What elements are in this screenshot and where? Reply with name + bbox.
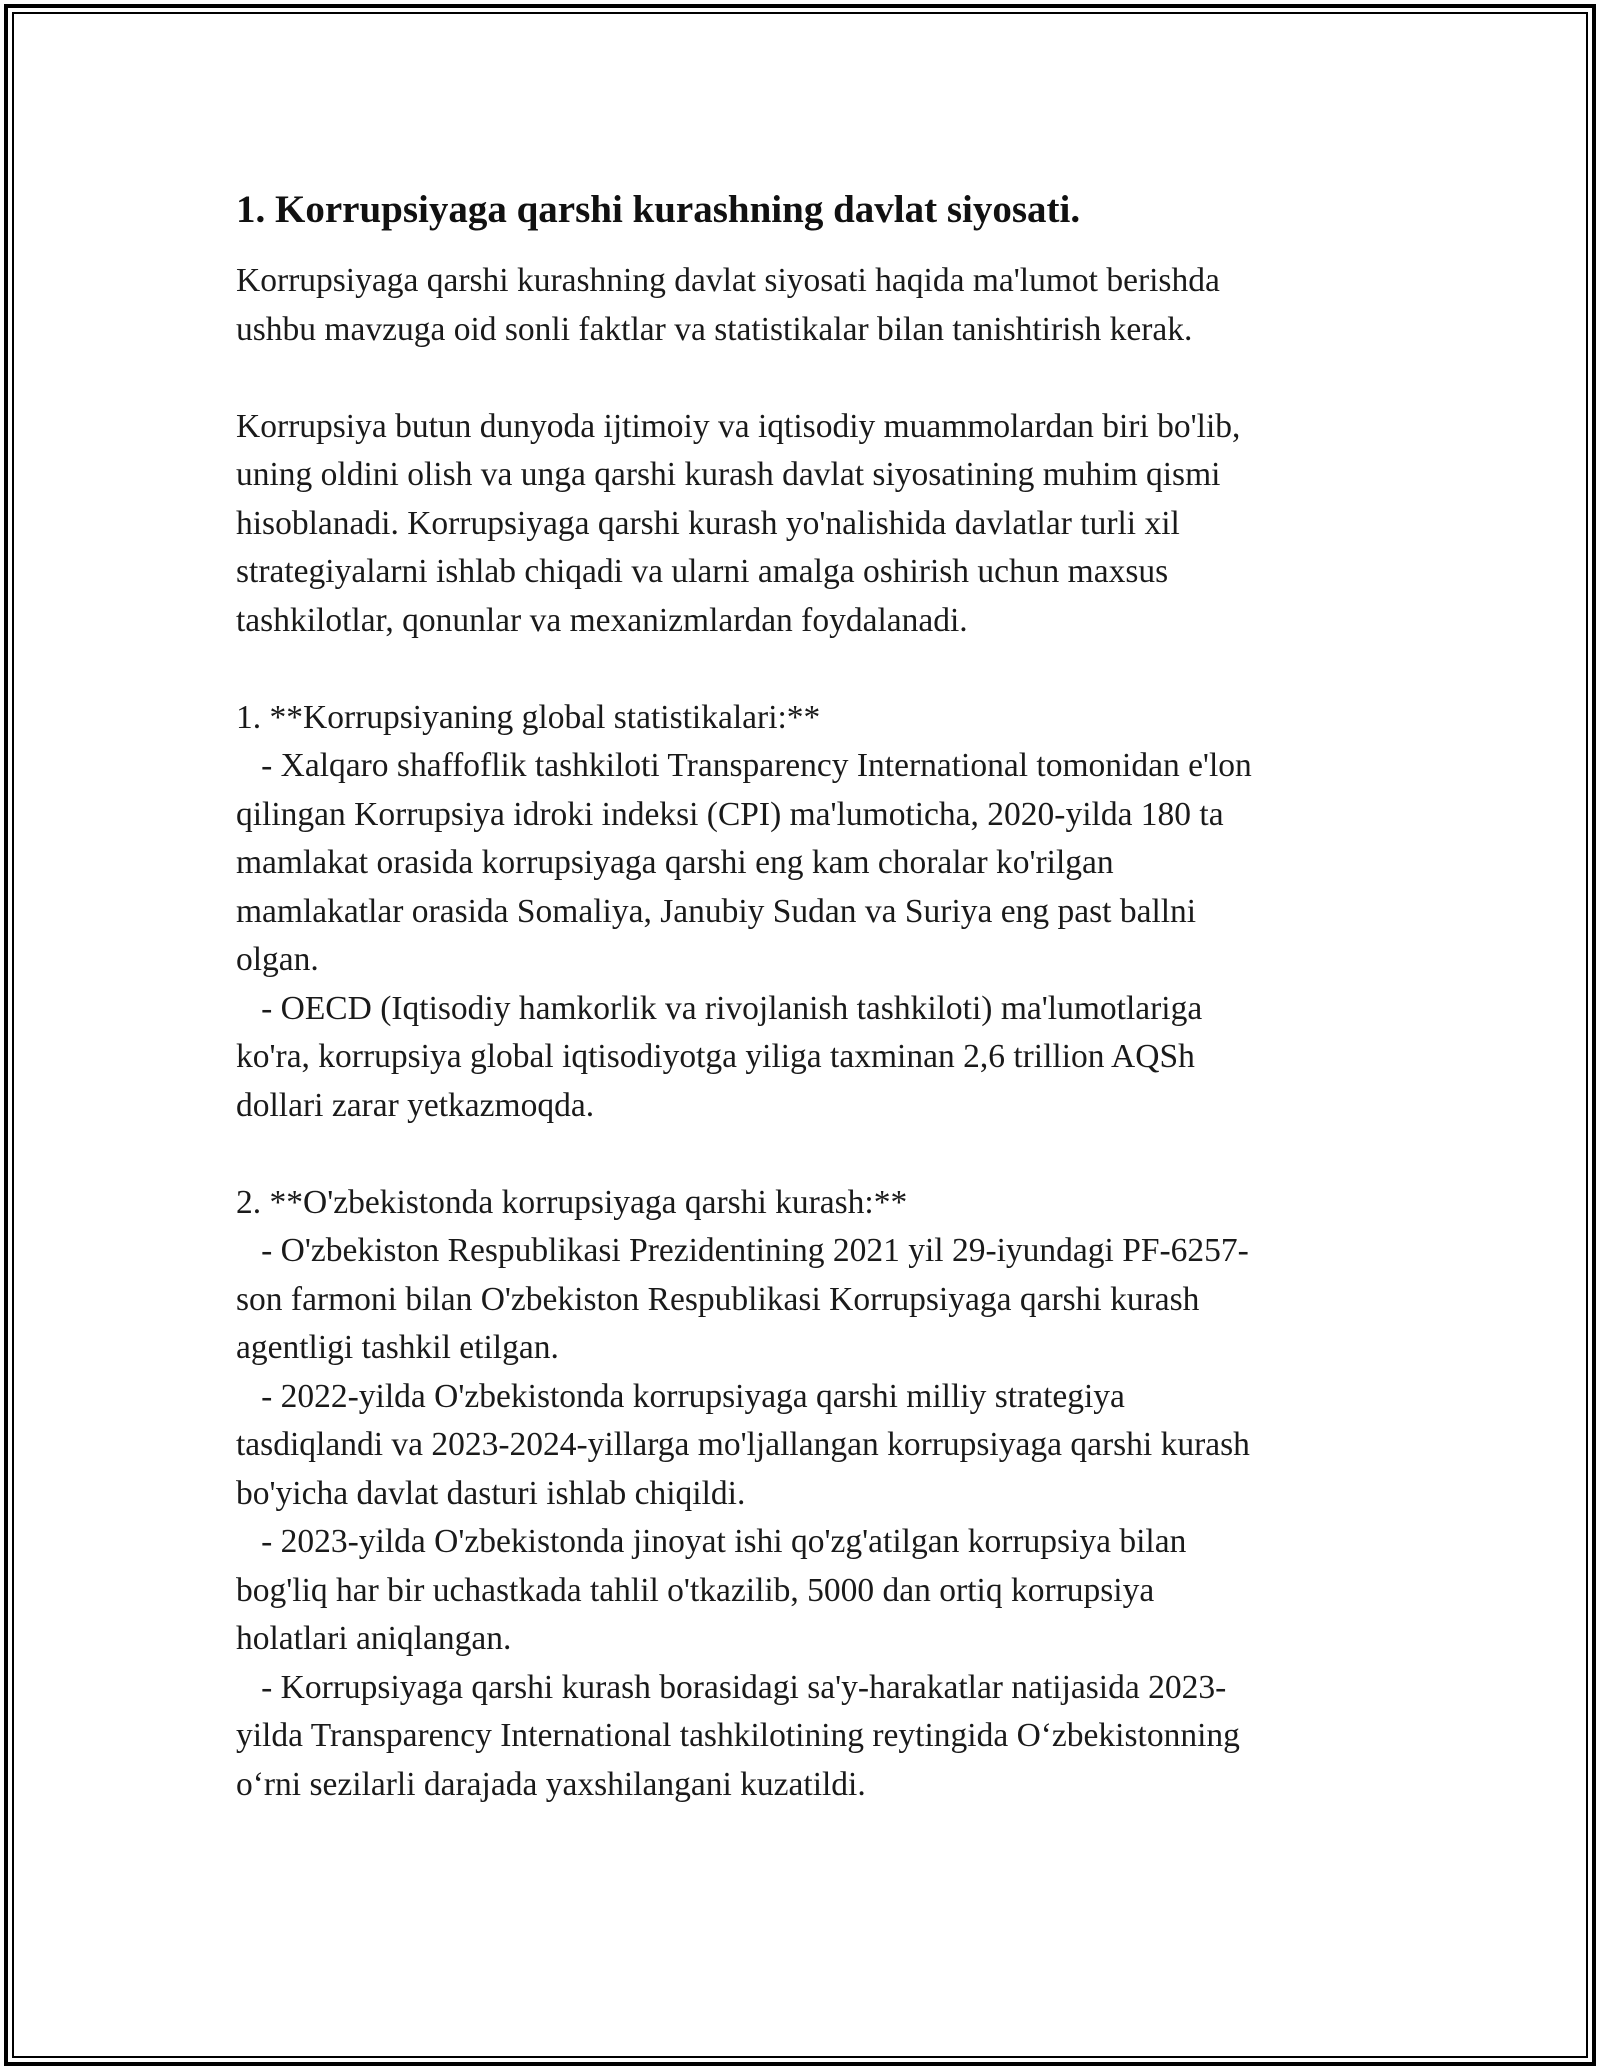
document-body [236,186,1366,1809]
section-heading: 1. **Korrupsiyaning global statistikalari:** [236,698,821,736]
overview-paragraph [236,403,1366,646]
section-line: - OECD (Iqtisodiy hamkorlik va rivojlanish tashkiloti) ma'lumotlariga [236,989,1203,1027]
section-line: olgan. [236,941,319,978]
section-global-statistics [236,694,1366,1131]
section-line: agentligi tashkil etilgan. [236,1329,559,1366]
section-line: dollari zarar yetkazmoqda. [236,1086,595,1124]
document-title: 1. Korrupsiyaga qarshi kurashning davlat siyosati. [236,188,1081,231]
section-line: bo'yicha davlat dasturi ishlab chiqildi. [236,1474,746,1512]
section-line: - 2022-yilda O'zbekistonda korrupsiyaga qarshi milliy strategiya [236,1377,1125,1415]
section-line: mamlakatlar orasida Somaliya, Janubiy Sudan va Suriya eng past ballni [236,892,1197,930]
section-line: yilda Transparency International tashkilotining reytingida Oʻzbekistonning [236,1717,1240,1754]
overview-line: uning oldini olish va unga qarshi kurash davlat siyosatining muhim qismi [236,456,1221,493]
section-line: son farmoni bilan O'zbekiston Respublikasi Korrupsiyaga qarshi kurash [236,1280,1200,1318]
section-line: holatlari aniqlangan. [236,1620,512,1657]
section-line: - 2023-yilda O'zbekistonda jinoyat ishi qo'zg'atilgan korrupsiya bilan [236,1523,1187,1560]
overview-line: tashkilotlar, qonunlar va mexanizmlardan foydalanadi. [236,601,968,639]
section-line: oʻrni sezilarli darajada yaxshilangani kuzatildi. [236,1765,866,1803]
section-line: bog'liq har bir uchastkada tahlil o'tkazilib, 5000 dan ortiq korrupsiya [236,1571,1155,1609]
section-line: tasdiqlandi va 2023-2024-yillarga mo'ljallangan korrupsiyaga qarshi kurash [236,1426,1250,1463]
section-line: qilingan Korrupsiya idroki indeksi (CPI) ma'lumoticha, 2020-yilda 180 ta [236,795,1224,833]
overview-line: Korrupsiya butun dunyoda ijtimoiy va iqtisodiy muammolardan biri bo'lib, [236,407,1241,445]
paragraph-spacer [236,354,1366,403]
paragraph-spacer [236,1130,1366,1179]
section-line: - O'zbekiston Respublikasi Prezidentining 2021 yil 29-iyundagi PF-6257- [236,1232,1249,1269]
intro-line: ushbu mavzuga oid sonli faktlar va statistikalar bilan tanishtirish kerak. [236,310,1193,348]
paragraph-spacer [236,645,1366,694]
section-line: mamlakat orasida korrupsiyaga qarshi eng kam choralar ko'rilgan [236,844,1114,881]
intro-line: Korrupsiyaga qarshi kurashning davlat siyosati haqida ma'lumot berishda [236,262,1220,299]
section-heading: 2. **O'zbekistonda korrupsiyaga qarshi kurash:** [236,1183,908,1221]
section-line: - Xalqaro shaffoflik tashkiloti Transparency International tomonidan e'lon [236,747,1252,784]
overview-line: strategiyalarni ishlab chiqadi va ularni amalga oshirish uchun maxsus [236,553,1169,590]
section-line: ko'ra, korrupsiya global iqtisodiyotga yiliga taxminan 2,6 trillion AQSh [236,1038,1195,1075]
overview-line: hisoblanadi. Korrupsiyaga qarshi kurash yo'nalishida davlatlar turli xil [236,504,1180,542]
section-line: - Korrupsiyaga qarshi kurash borasidagi sa'y-harakatlar natijasida 2023- [236,1668,1227,1706]
section-uzbekistan [236,1179,1366,1810]
intro-paragraph [236,257,1366,354]
